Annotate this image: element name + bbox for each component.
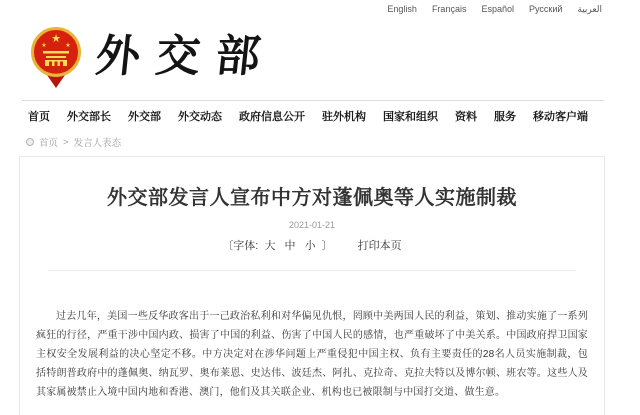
breadcrumb xyxy=(26,135,121,149)
svg-text:★: ★ xyxy=(41,43,47,49)
nav-item-mobile-client[interactable]: 移动客户端 xyxy=(533,111,588,123)
language-bar xyxy=(387,4,602,15)
article-divider xyxy=(48,270,576,271)
nav-item-home[interactable]: 首页 xyxy=(28,111,50,123)
font-size-label: 〔字体: xyxy=(222,240,259,252)
site-logo[interactable] xyxy=(30,25,279,89)
font-size-large-button[interactable]: 大 xyxy=(264,240,276,252)
lang-arabic[interactable]: العربية xyxy=(577,4,602,14)
svg-text:★: ★ xyxy=(51,33,61,45)
site-title-calligraphy: 外交部 xyxy=(93,31,279,82)
lang-spanish[interactable]: Español xyxy=(481,4,514,14)
article-container xyxy=(19,156,605,415)
print-page-button[interactable]: 打印本页 xyxy=(357,240,402,252)
nav-item-countries-orgs[interactable]: 国家和组织 xyxy=(383,111,438,123)
font-size-label-close: 〕 xyxy=(321,240,333,252)
breadcrumb-current: 发言人表态 xyxy=(73,138,122,149)
lang-russian[interactable]: Русский xyxy=(528,4,563,14)
nav-item-gov-info[interactable]: 政府信息公开 xyxy=(239,111,305,123)
breadcrumb-separator: > xyxy=(63,136,69,148)
lang-english[interactable]: English xyxy=(387,4,417,14)
nav-item-services[interactable]: 服务 xyxy=(494,111,516,123)
breadcrumb-home-icon xyxy=(26,138,34,146)
article-title: 外交部发言人宣布中方对蓬佩奥等人实施制裁 xyxy=(107,187,517,209)
font-size-small-button[interactable]: 小 xyxy=(304,240,316,252)
font-size-medium-button[interactable]: 中 xyxy=(284,240,296,252)
lang-french[interactable]: Français xyxy=(431,4,467,14)
nav-item-ministry[interactable]: 外交部 xyxy=(128,111,161,123)
article-date: 2021-01-21 xyxy=(288,220,336,230)
main-nav xyxy=(28,101,588,131)
article-body-text: 过去几年，美国一些反华政客出于一己政治私利和对华偏见仇恨，罔顾中美两国人民的利益，策划、推动实施了一系列疯狂的行径，严重干涉中国内政、损害了中国的利益、伤害了中国人民的感情，也严重破坏了中美关系。中国政府捍卫国家主权安全发展利益的决心坚定不移。中方决定对在涉华问题上严重侵犯中国主权、负有主要责任的28名人员实施制裁，包括特朗普政府中的蓬佩奥、纳瓦罗、奥布莱恩、史达伟、波廷杰、阿扎、克拉奇、克拉夫特以及博尔顿、班农等。这些人及其家属被禁止入境中国内地和香港、澳门，他们及其关联企业、机构也已被限制与中国打交道、做生意。 xyxy=(36,311,588,398)
nav-item-missions-abroad[interactable]: 驻外机构 xyxy=(322,111,366,123)
nav-item-diplomatic-news[interactable]: 外交动态 xyxy=(178,111,222,123)
nav-item-foreign-minister[interactable]: 外交部长 xyxy=(67,111,111,123)
breadcrumb-home-link[interactable]: 首页 xyxy=(39,138,59,149)
national-emblem-icon xyxy=(30,25,82,89)
svg-text:★: ★ xyxy=(65,43,71,49)
nav-item-resources[interactable]: 资料 xyxy=(455,111,477,123)
article-tools xyxy=(20,237,604,253)
